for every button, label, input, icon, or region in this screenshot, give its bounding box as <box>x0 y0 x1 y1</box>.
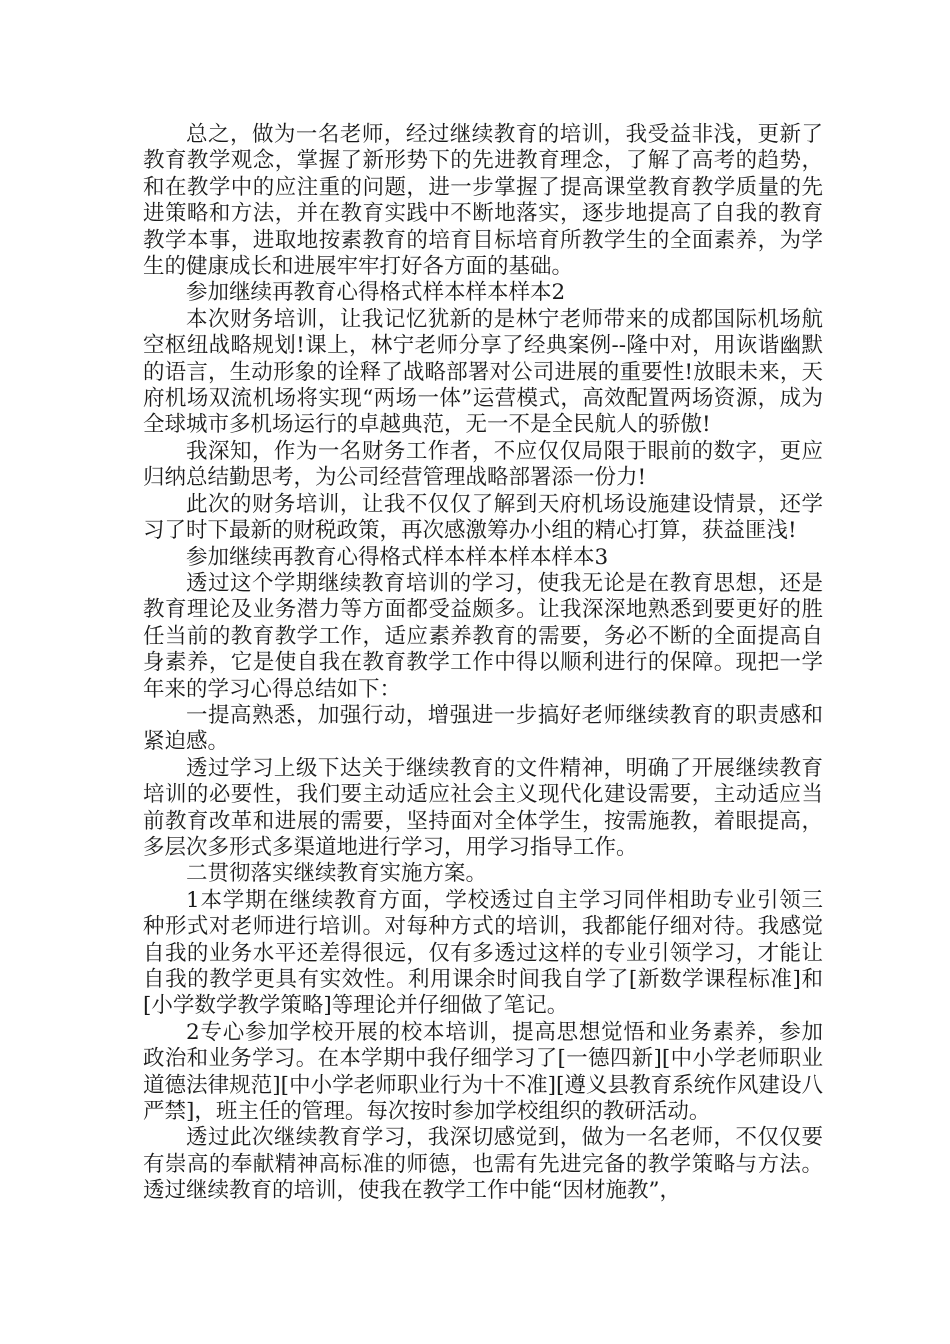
paragraph-document-study: 透过学习上级下达关于继续教育的文件精神，明确了开展继续教育培训的必要性，我们要主动适应社会主义现代化建设需要，主动适应当前教育改革和进展的需要，坚持面对全体学生，按需施教，着眼提高，多层次多形式多渠道地进行学习，用学习指导工作。 <box>143 755 823 860</box>
paragraph-point-two: 二贯彻落实继续教育实施方案。 <box>186 861 488 887</box>
paragraph-semester-study: 透过这个学期继续教育培训的学习，使我无论是在教育思想，还是教育理论及业务潜力等方面都受益颇多。让我深深地熟悉到要更好的胜任当前的教育教学工作，适应素养教育的需要，务必不断的全面提高自身素养，它是使自我在教育教学工作中得以顺利进行的保障。现把一学年来的学习心得总结如下： <box>143 570 823 702</box>
paragraph-point-one: 一提高熟悉，加强行动，增强进一步搞好老师继续教育的职责感和紧迫感。 <box>143 702 823 755</box>
paragraph-item-1: 1本学期在继续教育方面，学校透过自主学习同伴相助专业引领三种形式对老师进行培训。对每种方式的培训，我都能仔细对待。我感觉自我的业务水平还差得很远，仅有多透过这样的专业引领学习，才能让自我的教学更具有实效性。利用课余时间我自学了[新数学课程标准]和[小学数学教学策略]等理论并仔细做了笔记。 <box>143 887 823 1019</box>
paragraph-conclusion: 透过此次继续教育学习，我深切感觉到，做为一名老师，不仅仅要有崇高的奉献精神高标准的师德，也需有先进完备的教学策略与方法。透过继续教育的培训，使我在教学工作中能“因材施教”， <box>143 1125 823 1204</box>
paragraph-finance-training: 本次财务培训，让我记忆犹新的是林宁老师带来的成都国际机场航空枢纽战略规划!课上，林宁老师分享了经典案例--隆中对，用诙谐幽默的语言，生动形象的诠释了战略部署对公司进展的重要性!放眼未来，天府机场双流机场将实现“两场一体”运营模式，高效配置两场资源，成为全球城市多机场运行的卓越典范，无一不是全民航人的骄傲! <box>143 306 823 438</box>
paragraph-finance-worker: 我深知，作为一名财务工作者，不应仅仅局限于眼前的数字，更应归纳总结勤思考，为公司经营管理战略部署添一份力! <box>143 438 823 491</box>
paragraph-item-2: 2专心参加学校开展的校本培训，提高思想觉悟和业务素养，参加政治和业务学习。在本学期中我仔细学习了[一德四新][中小学老师职业道德法律规范][中小学老师职业行为十不准][遵义县教育系统作风建设八严禁]，班主任的管理。每次按时参加学校组织的教研活动。 <box>143 1019 823 1125</box>
section-heading-3: 参加继续再教育心得格式样本样本样本样本3 <box>186 544 609 570</box>
paragraph-finance-benefit: 此次的财务培训，让我不仅仅了解到天府机场设施建设情景，还学习了时下最新的财税政策，再次感激筹办小组的精心打算，获益匪浅! <box>143 491 823 544</box>
document-page <box>143 122 823 1205</box>
section-heading-2: 参加继续再教育心得格式样本样本样本2 <box>186 280 566 306</box>
paragraph-summary: 总之，做为一名老师，经过继续教育的培训，我受益非浅，更新了教育教学观念，掌握了新形势下的先进教育理念，了解了高考的趋势，和在教学中的应注重的问题，进一步掌握了提高课堂教育教学质量的先进策略和方法，并在教育实践中不断地落实，逐步地提高了自我的教育教学本事，进取地按素教育的培育目标培育所教学生的全面素养，为学生的健康成长和进展牢牢打好各方面的基础。 <box>143 122 823 280</box>
